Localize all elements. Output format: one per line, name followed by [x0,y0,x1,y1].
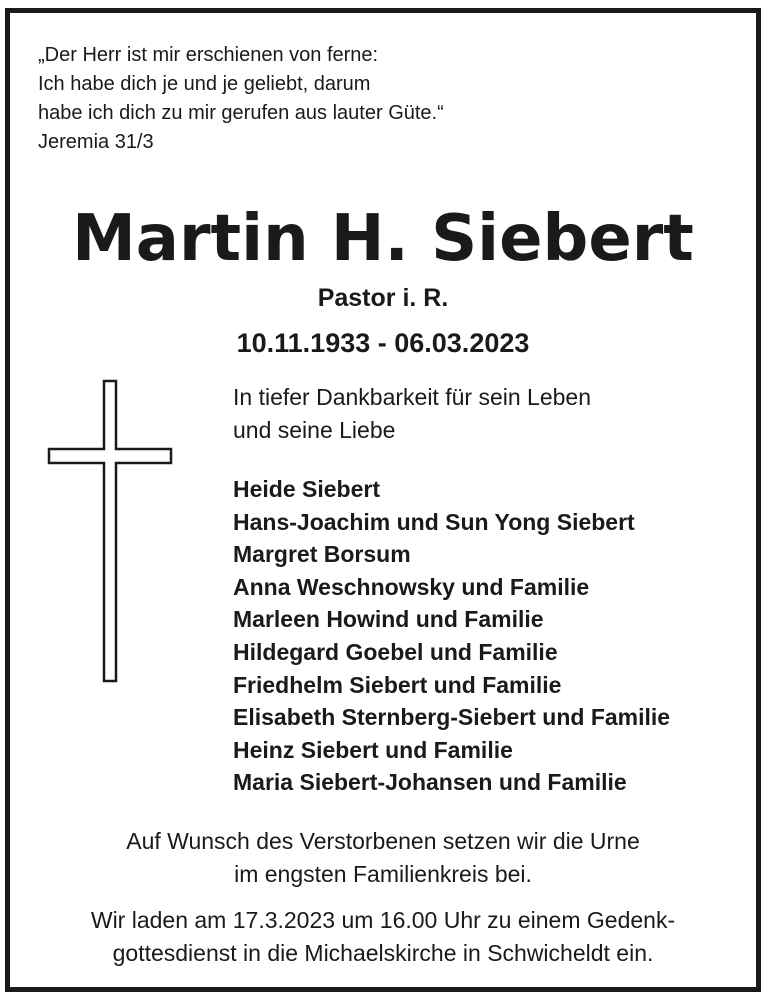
verse-line: habe ich dich zu mir gerufen aus lauter Güte.“ [38,102,444,124]
mourner-name: Elisabeth Sternberg-Siebert und Familie [233,704,671,731]
service-invitation [10,904,756,970]
deceased-name: Martin H. Siebert [72,202,694,276]
burial-note [10,825,756,891]
deceased-title: Pastor i. R. [317,284,449,312]
service-invitation-line: gottesdienst in die Michaelskirche in Schwicheldt ein. [112,940,654,966]
verse-line: „Der Herr ist mir erschienen von ferne: [38,44,379,66]
life-dates: 10.11.1933 - 06.03.2023 [236,328,530,358]
cross-outline [49,381,171,681]
mourner-name: Heide Siebert [233,476,380,502]
cross-icon [45,376,175,686]
thanks-text [233,381,591,447]
obituary-frame [5,8,761,992]
service-invitation-line: Wir laden am 17.3.2023 um 16.00 Uhr zu einem Gedenk- [90,907,676,933]
mourner-name: Anna Weschnowsky und Familie [233,573,590,600]
mourner-name: Hans-Joachim und Sun Yong Siebert [233,508,635,535]
bible-verse [38,41,444,157]
mourner-name: Hildegard Goebel und Familie [233,638,558,665]
thanks-line: In tiefer Dankbarkeit für sein Leben [233,384,591,410]
burial-note-line: Auf Wunsch des Verstorbenen setzen wir die Urne [126,828,640,854]
mourners-list [233,473,670,799]
verse-line: Ich habe dich je und je geliebt, darum [38,73,371,95]
mourner-name: Maria Siebert-Johansen und Familie [233,769,627,796]
mourner-name: Margret Borsum [233,541,411,568]
thanks-line: und seine Liebe [233,417,396,443]
mourner-name: Marleen Howind und Familie [233,606,544,633]
verse-reference: Jeremia 31/3 [38,131,154,153]
mourner-name: Friedhelm Siebert und Familie [233,671,562,698]
mourner-name: Heinz Siebert und Familie [233,736,513,763]
burial-note-line: im engsten Familienkreis bei. [234,861,532,887]
